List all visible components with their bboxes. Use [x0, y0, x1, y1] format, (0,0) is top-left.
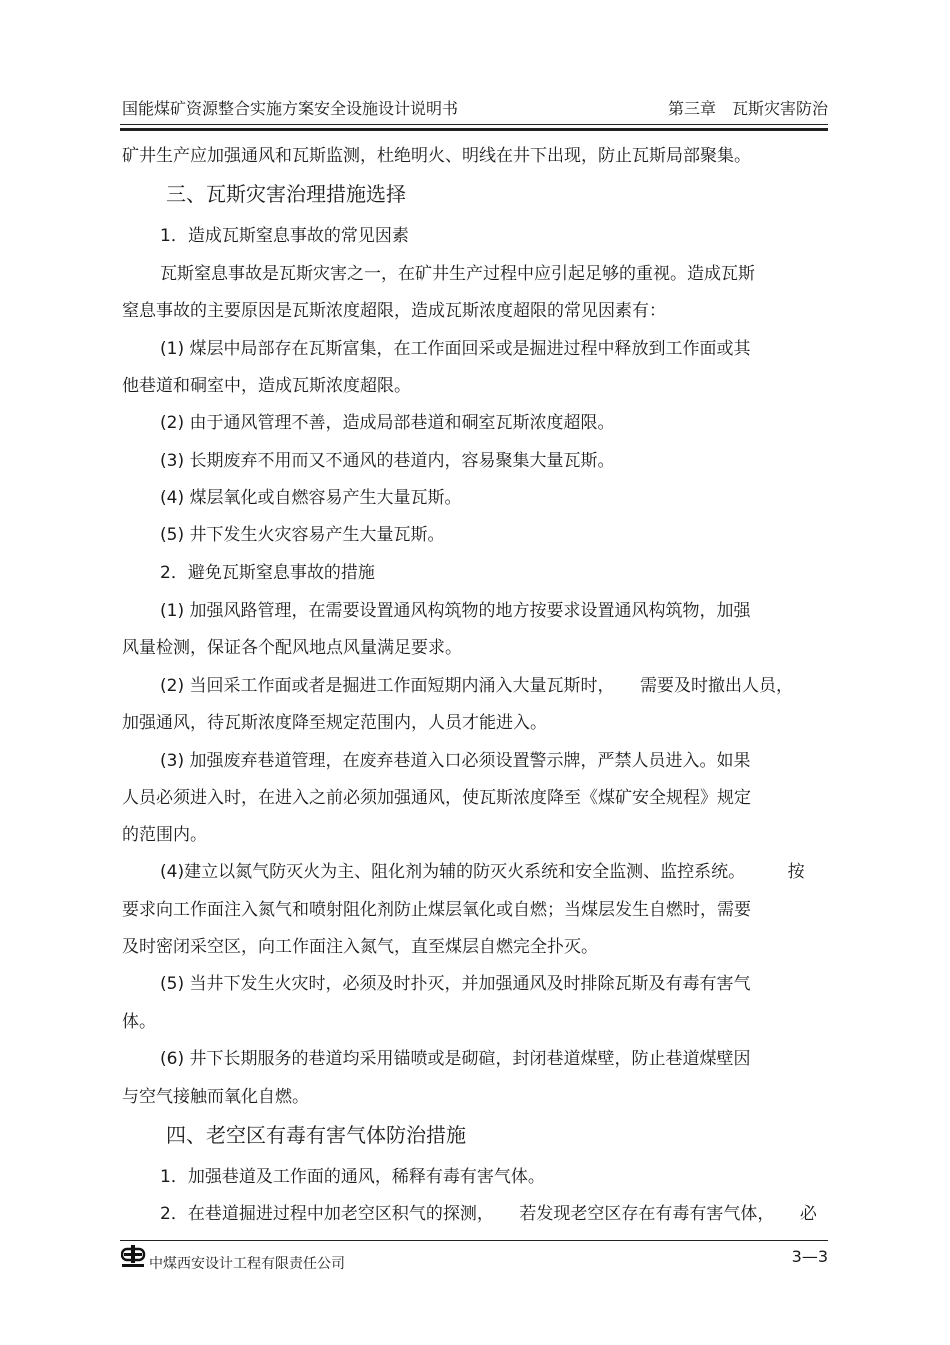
paragraph-line: 加强通风，待瓦斯浓度降至规定范围内，人员才能进入。 — [122, 713, 547, 733]
paragraph-line: 体。 — [122, 1012, 156, 1032]
page-number: 3—3 — [791, 1247, 828, 1266]
footer-rule — [120, 1240, 828, 1241]
subsection-heading: 1．造成瓦斯窒息事故的常见因素 — [160, 226, 409, 246]
list-item: (4)建立以氮气防灭火为主、阻化剂为辅的防灭火系统和安全监测、监控系统。 按 — [160, 862, 805, 882]
list-item: (5) 井下发生火灾容易产生大量瓦斯。 — [160, 525, 445, 545]
list-item: (6) 井下长期服务的巷道均采用锚喷或是砌碹，封闭巷道煤壁，防止巷道煤壁因 — [160, 1049, 751, 1069]
section-heading: 三、瓦斯灾害治理措施选择 — [166, 182, 406, 206]
list-item: (5) 当井下发生火灾时，必须及时扑灭，并加强通风及时排除瓦斯及有毒有害气 — [160, 974, 751, 994]
list-item: (1) 加强风路管理，在需要设置通风构筑物的地方按要求设置通风构筑物，加强 — [160, 601, 751, 621]
subsection-heading: 2．避免瓦斯窒息事故的措施 — [160, 563, 375, 583]
company-logo-icon — [121, 1244, 149, 1268]
header-rule-thin — [120, 124, 828, 125]
paragraph-line: 窒息事故的主要原因是瓦斯浓度超限，造成瓦斯浓度超限的常见因素有： — [122, 301, 666, 321]
paragraph-line: 风量检测，保证各个配风地点风量满足要求。 — [122, 638, 462, 658]
paragraph-line: 的范围内。 — [122, 825, 207, 845]
list-item: (3) 长期废弃不用而又不通风的巷道内，容易聚集大量瓦斯。 — [160, 451, 615, 471]
footer-company-name: 中煤西安设计工程有限责任公司 — [149, 1256, 345, 1272]
list-item: (2) 由于通风管理不善，造成局部巷道和硐室瓦斯浓度超限。 — [160, 413, 615, 433]
paragraph-line: 与空气接触而氧化自燃。 — [122, 1087, 309, 1107]
paragraph-line: 人员必须进入时，在进入之前必须加强通风，使瓦斯浓度降至《煤矿安全规程》规定 — [122, 788, 751, 808]
paragraph-line: 瓦斯窒息事故是瓦斯灾害之一，在矿井生产过程中应引起足够的重视。造成瓦斯 — [160, 264, 755, 284]
paragraph-line: 及时密闭采空区，向工作面注入氮气，直至煤层自燃完全扑灭。 — [122, 937, 598, 957]
list-item: (3) 加强废弃巷道管理，在废弃巷道入口必须设置警示牌，严禁人员进入。如果 — [160, 751, 751, 771]
list-item: (2) 当回采工作面或者是掘进工作面短期内涌入大量瓦斯时， 需要及时撤出人员， — [160, 676, 793, 696]
header-title-left: 国能煤矿资源整合实施方案安全设施设计说明书 — [122, 99, 459, 118]
header-rule-thick — [120, 128, 828, 131]
list-item: 2．在巷道掘进过程中加老空区积气的探测， 若发现老空区存在有毒有害气体， 必 — [160, 1204, 817, 1224]
paragraph-line: 要求向工作面注入氮气和喷射阻化剂防止煤层氧化或自燃；当煤层发生自燃时，需要 — [122, 900, 751, 920]
list-item: (4) 煤层氧化或自燃容易产生大量瓦斯。 — [160, 488, 462, 508]
list-item: 1．加强巷道及工作面的通风，稀释有毒有害气体。 — [160, 1167, 545, 1187]
list-item: (1) 煤层中局部存在瓦斯富集，在工作面回采或是掘进过程中释放到工作面或其 — [160, 339, 751, 359]
paragraph-line: 他巷道和硐室中，造成瓦斯浓度超限。 — [122, 376, 411, 396]
paragraph-line: 矿井生产应加强通风和瓦斯监测，杜绝明火、明线在井下出现，防止瓦斯局部聚集。 — [122, 146, 751, 166]
header-chapter-right: 第三章 瓦斯灾害防治 — [667, 99, 828, 118]
section-heading: 四、老空区有毒有害气体防治措施 — [166, 1123, 466, 1147]
